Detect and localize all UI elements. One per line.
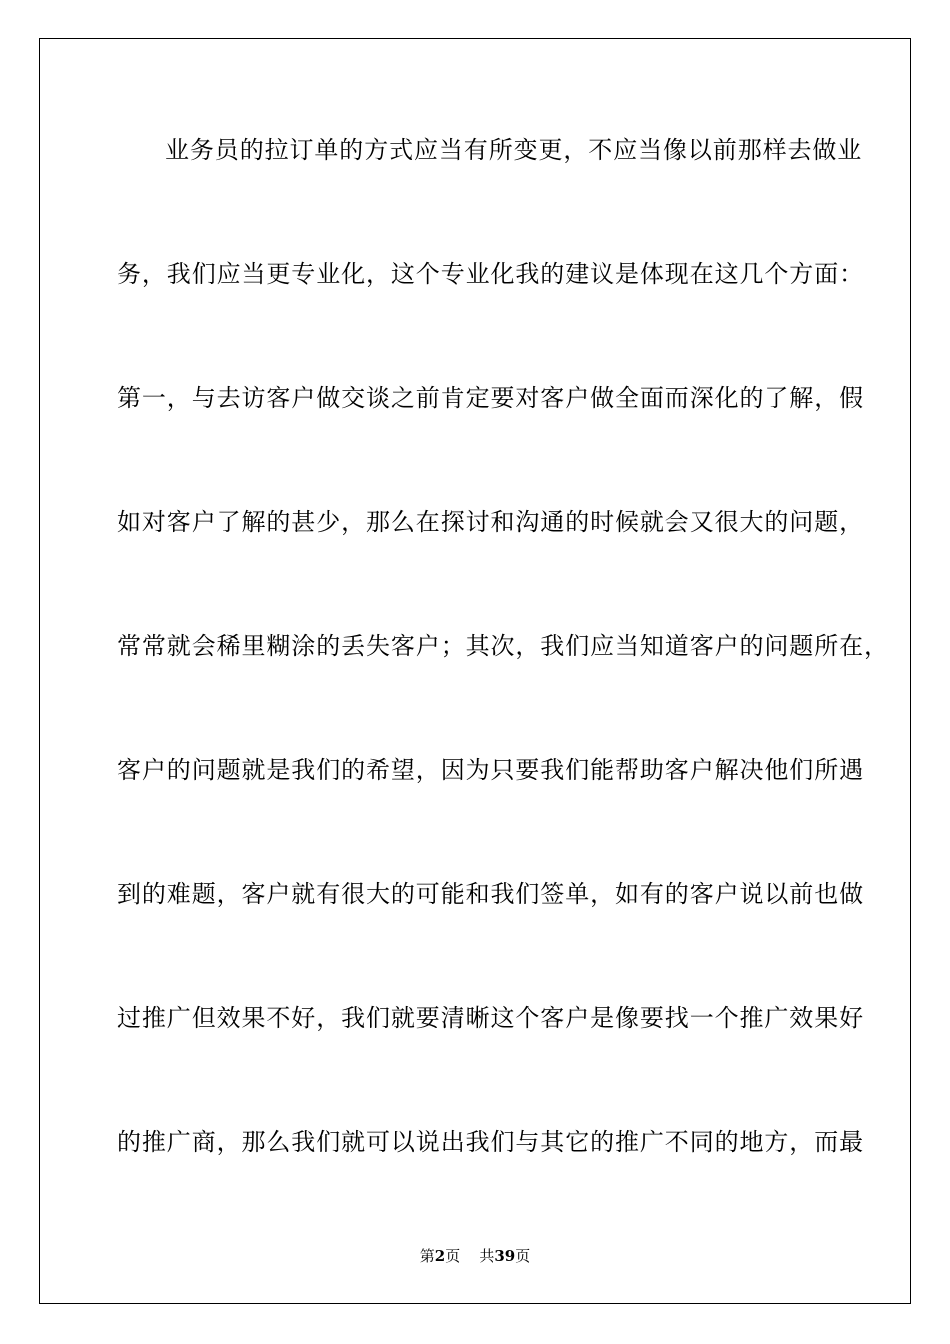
paragraph-line-9: 的推广商，那么我们就可以说出我们与其它的推广不同的地方，而最 xyxy=(117,1128,864,1156)
total-prefix: 共 xyxy=(479,1247,495,1265)
paragraph-line-5: 常常就会稀里糊涂的丢失客户；其次，我们应当知道客户的问题所在， xyxy=(117,632,889,660)
page-suffix: 页 xyxy=(445,1247,461,1265)
paragraph-line-2: 务，我们应当更专业化，这个专业化我的建议是体现在这几个方面： xyxy=(117,260,864,288)
paragraph-line-7: 到的难题，客户就有很大的可能和我们签单，如有的客户说以前也做 xyxy=(117,880,864,908)
paragraph-line-3: 第一，与去访客户做交谈之前肯定要对客户做全面而深化的了解，假 xyxy=(117,384,864,412)
page-number: 2 xyxy=(434,1247,446,1265)
total-suffix: 页 xyxy=(515,1247,531,1265)
paragraph-line-6: 客户的问题就是我们的希望，因为只要我们能帮助客户解决他们所遇 xyxy=(117,756,864,784)
paragraph-line-8: 过推广但效果不好，我们就要清晰这个客户是像要找一个推广效果好 xyxy=(117,1004,864,1032)
page-footer xyxy=(0,1246,950,1266)
total-pages: 39 xyxy=(494,1247,516,1265)
paragraph-line-4: 如对客户了解的甚少，那么在探讨和沟通的时候就会又很大的问题， xyxy=(117,508,864,536)
page-prefix: 第 xyxy=(419,1247,435,1265)
page-border xyxy=(39,38,911,1304)
paragraph-line-1: 业务员的拉订单的方式应当有所变更，不应当像以前那样去做业 xyxy=(165,136,863,164)
